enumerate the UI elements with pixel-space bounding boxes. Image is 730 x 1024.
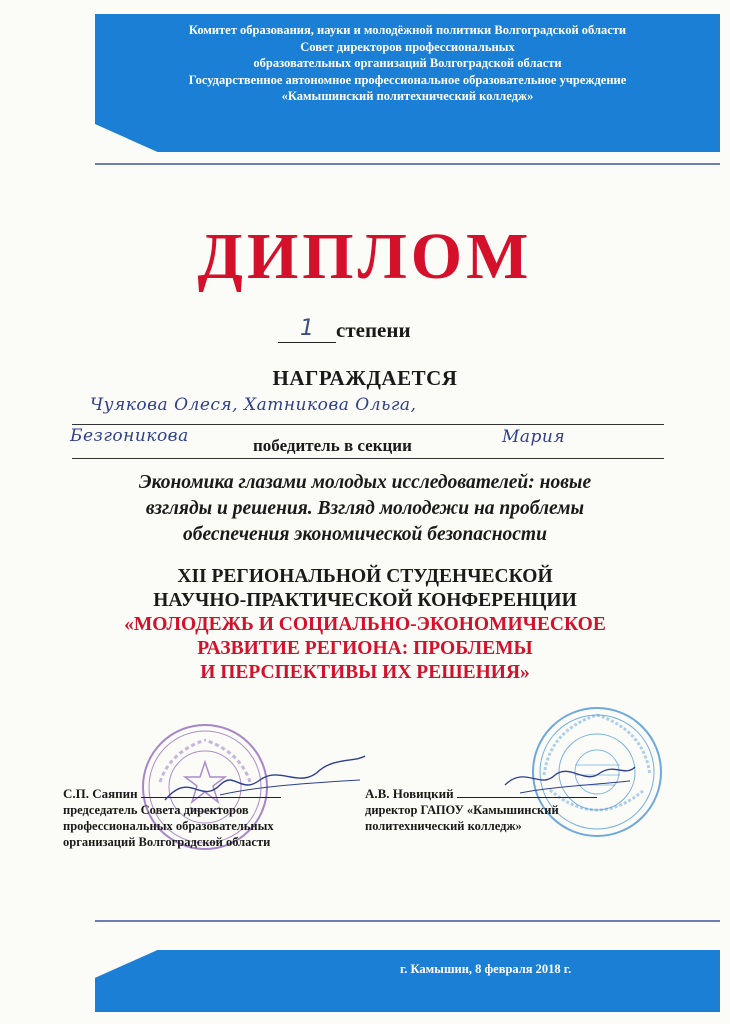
conference-line: НАУЧНО-ПРАКТИЧЕСКОЙ КОНФЕРЕНЦИИ [153, 590, 577, 611]
recipients-underline-2 [72, 458, 664, 459]
winner-label: победитель в секции [253, 436, 412, 455]
header-band-notch [95, 124, 720, 152]
header-line: Государственное автономное профессиональное образовательное учреждение [188, 72, 627, 87]
top-divider [95, 163, 720, 165]
degree-handwritten-value: 1 [278, 318, 336, 343]
degree-label: степени [336, 318, 411, 342]
place-and-date: г. Камышин, 8 февраля 2018 г. [400, 962, 572, 976]
recipients-underline [72, 424, 664, 425]
recipients-handwritten-line2: Безгоникова [70, 426, 189, 446]
conference-title [0, 565, 730, 685]
awarded-label: НАГРАЖДАЕТСЯ [272, 366, 458, 390]
degree-line [278, 318, 478, 343]
header-organizations [95, 22, 720, 105]
header-line: образовательных организаций Волгоградской области [253, 56, 562, 70]
header-line: Совет директоров профессиональных [300, 39, 515, 54]
section-name-line: Экономика глазами молодых исследователей: новые [138, 472, 592, 493]
bottom-divider [95, 920, 720, 922]
right-handwritten-signature [500, 755, 640, 800]
recipients-handwritten-line1: Чуякова Олеся, Хатникова Ольга, [90, 395, 417, 415]
section-name-line: взгляды и решения. Взгляд молодежи на проблемы [145, 498, 585, 519]
header-line: Комитет образования, науки и молодёжной политики Волгоградской области [188, 23, 627, 37]
conference-theme-line: «МОЛОДЕЖЬ И СОЦИАЛЬНО-ЭКОНОМИЧЕСКОЕ [124, 614, 606, 635]
left-signatory-position: организаций Волгоградской области [63, 835, 271, 849]
left-signatory-position: профессиональных образовательных [63, 819, 274, 833]
conference-line: XII РЕГИОНАЛЬНОЙ СТУДЕНЧЕСКОЙ [177, 566, 553, 587]
conference-theme-line: РАЗВИТИЕ РЕГИОНА: ПРОБЛЕМЫ [197, 638, 533, 659]
section-name [60, 470, 670, 548]
header-line: «Камышинский политехнический колледж» [281, 89, 534, 103]
conference-theme-line: И ПЕРСПЕКТИВЫ ИХ РЕШЕНИЯ» [200, 662, 530, 683]
right-signatory-position: политехнический колледж» [365, 819, 522, 833]
diploma-title: ДИПЛОМ [197, 220, 533, 293]
footer-band [95, 950, 720, 1012]
section-name-line: обеспечения экономической безопасности [183, 524, 547, 545]
left-handwritten-signature [160, 750, 370, 810]
left-signatory-name: С.П. Саяпин [63, 786, 138, 801]
left-signatory-position: председатель Совета директоров [63, 803, 249, 817]
right-signatory-position: директор ГАПОУ «Камышинский [365, 803, 559, 817]
right-signatory-name: А.В. Новицкий [365, 786, 454, 801]
recipients-handwritten-line3: Мария [502, 427, 566, 447]
